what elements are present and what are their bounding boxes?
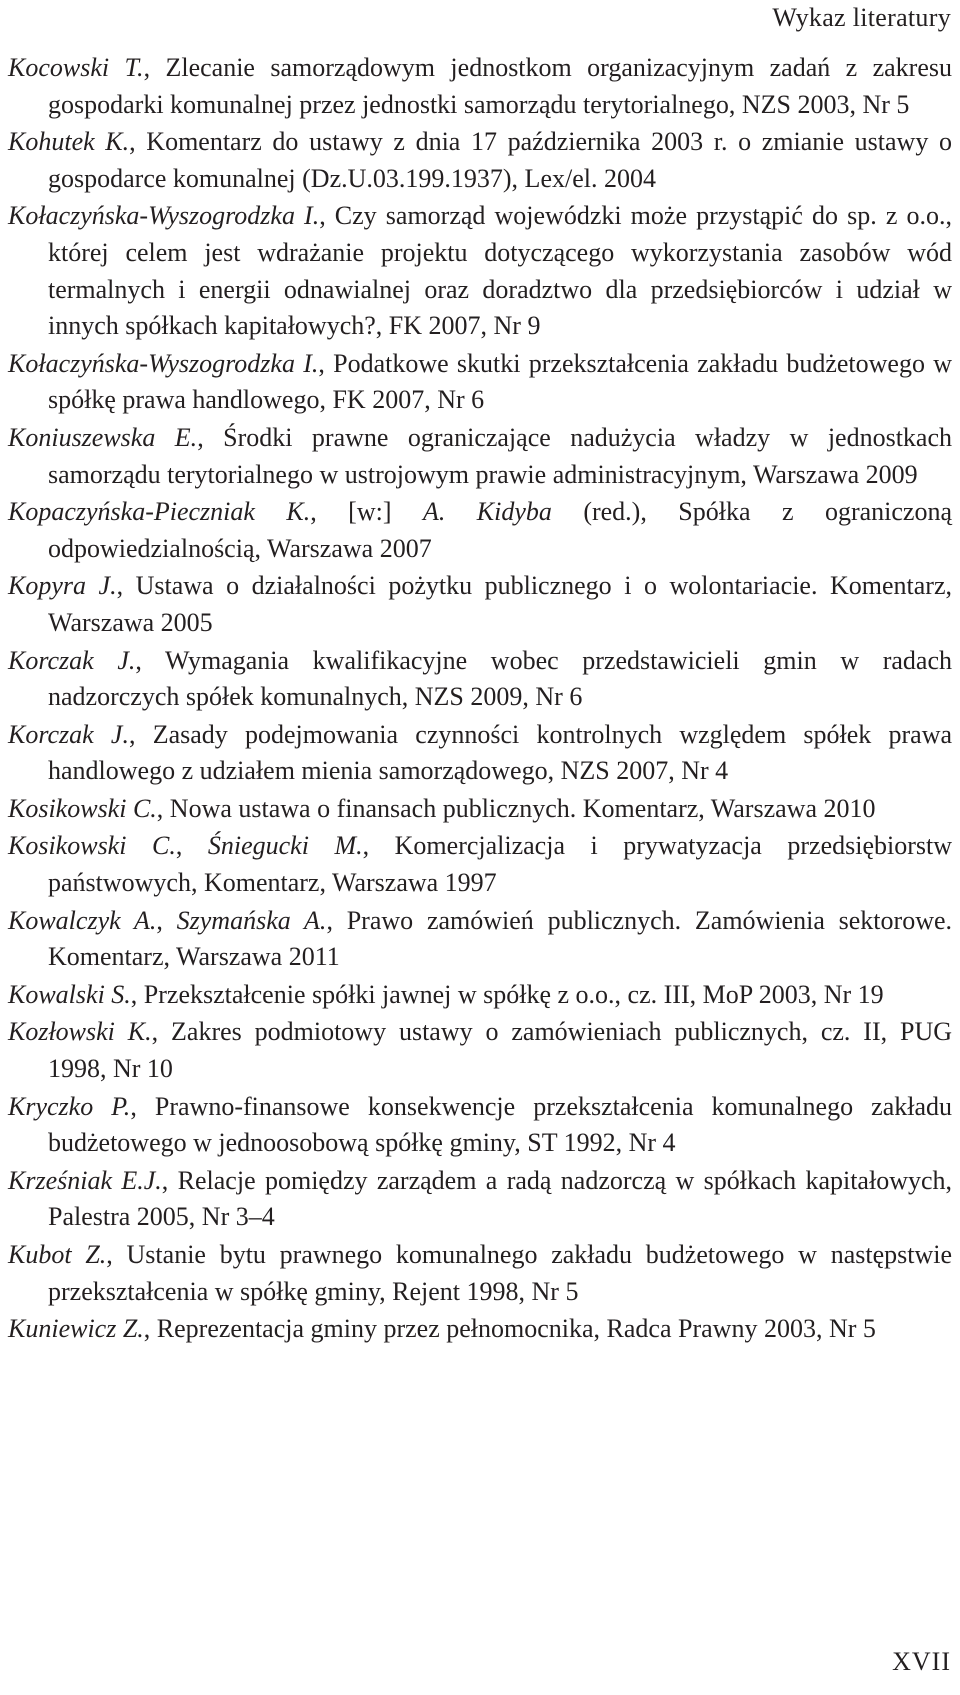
bibliography-entry bbox=[8, 124, 952, 197]
bibliography-entry bbox=[8, 1014, 952, 1087]
bibliography-entry bbox=[8, 828, 952, 901]
entry-text: , Relacje pomiędzy zarządem a radą nadzorczą w spółkach kapitałowych, Palestra 2005, Nr 3–4 bbox=[48, 1165, 953, 1232]
bibliography-entry bbox=[8, 494, 952, 567]
author-name: Kubot Z. bbox=[8, 1240, 107, 1269]
bibliography-entry bbox=[8, 717, 952, 790]
author-name: Korczak J. bbox=[8, 719, 129, 749]
entry-text: , Komentarz do ustawy z dnia 17 października 2003 r. o zmianie ustawy o gospodarce komunalnej (Dz.U.03.199.1937), Lex/el. 2004 bbox=[48, 127, 952, 193]
bibliography-entry bbox=[8, 903, 952, 976]
entry-text: , Ustanie bytu prawnego komunalnego zakładu budżetowego w następstwie przekształcenia w spółkę gminy, Rejent 1998, Nr 5 bbox=[48, 1240, 952, 1306]
author-name: Kosikowski C. bbox=[8, 793, 157, 823]
entry-text: , Wymagania kwalifikacyjne wobec przedstawicieli gmin w radach nadzorczych spółek komunalnych, NZS 2009, Nr 6 bbox=[48, 645, 953, 712]
author-name: Kołaczyńska-Wyszogrodzka I. bbox=[8, 201, 320, 231]
bibliography-entry bbox=[8, 1237, 952, 1310]
author-name: Kosikowski C. bbox=[8, 831, 176, 861]
author-name: A. Kidyba bbox=[422, 497, 552, 527]
author-name: Krześniak E.J. bbox=[8, 1165, 162, 1195]
author-name: Kowalski S. bbox=[8, 979, 131, 1009]
bibliography-entry bbox=[8, 198, 952, 344]
bibliography-list bbox=[8, 50, 952, 1349]
entry-text: , Zasady podejmowania czynności kontrolnych względem spółek prawa handlowego z udziałem mienia samorządowego, NZS 2007, Nr 4 bbox=[48, 719, 953, 786]
author-name: Korczak J. bbox=[8, 645, 136, 675]
author-name: Kozłowski K. bbox=[8, 1017, 152, 1047]
author-name: Kowalczyk A. bbox=[8, 905, 157, 935]
entry-text: , Zlecanie samorządowym jednostkom organizacyjnym zadań z zakresu gospodarki komunalnej przez jednostki samorządu terytorialnego, NZS 2003, Nr 5 bbox=[48, 53, 953, 119]
entry-text: , Przekształcenie spółki jawnej w spółkę z o.o., cz. III, MoP 2003, Nr 19 bbox=[130, 979, 884, 1009]
entry-text: , bbox=[156, 905, 177, 935]
author-name: Kryczko P. bbox=[8, 1091, 131, 1121]
entry-text: (red.), Spółka z ograniczoną odpowiedzialnością, Warszawa 2007 bbox=[48, 497, 952, 563]
entry-text: , Środki prawne ograniczające nadużycia władzy w jednostkach samorządu terytorialnego w ustrojowym prawie administracyjnym, Warszawa 2009 bbox=[48, 422, 952, 489]
bibliography-entry bbox=[8, 791, 952, 828]
entry-text: , Czy samorząd wojewódzki może przystąpić do sp. z o.o., której celem jest wdrażanie projektu dotyczącego wykorzystania zasobów wód termalnych i energii odnawialnej oraz doradztwo dla przedsiębiorców i udział w innych spółkach kapitałowych?, FK 2007, Nr 9 bbox=[48, 201, 952, 341]
bibliography-entry bbox=[8, 1311, 952, 1348]
bibliography-entry bbox=[8, 420, 952, 493]
bibliography-entry bbox=[8, 50, 952, 123]
bibliography-entry bbox=[8, 1163, 952, 1236]
author-name: Koniuszewska E. bbox=[8, 422, 198, 452]
bibliography-entry bbox=[8, 1089, 952, 1162]
bibliography-entry bbox=[8, 568, 952, 641]
entry-text: , [w:] bbox=[310, 497, 423, 527]
author-name: Śniegucki M. bbox=[207, 831, 363, 861]
entry-text: , Prawo zamówień publicznych. Zamówienia sektorowe. Komentarz, Warszawa 2011 bbox=[48, 905, 953, 972]
page-number: XVII bbox=[892, 1647, 951, 1676]
author-name: Kopaczyńska-Pieczniak K. bbox=[8, 497, 311, 527]
entry-text: , Podatkowe skutki przekształcenia zakładu budżetowego w spółkę prawa handlowego, FK 2007, Nr 6 bbox=[48, 348, 952, 415]
author-name: Kohutek K. bbox=[8, 127, 130, 157]
entry-text: , Ustawa o działalności pożytku publicznego i o wolontariacie. Komentarz, Warszawa 2005 bbox=[48, 571, 952, 637]
bibliography-entry bbox=[8, 643, 952, 716]
author-name: Szymańska A. bbox=[176, 905, 327, 935]
bibliography-entry bbox=[8, 977, 952, 1014]
bibliography-entry bbox=[8, 346, 952, 419]
entry-text: , Reprezentacja gminy przez pełnomocnika, Radca Prawny 2003, Nr 5 bbox=[143, 1314, 876, 1344]
entry-text: , bbox=[175, 831, 208, 861]
author-name: Kocowski T. bbox=[8, 53, 144, 82]
entry-text: , Zakres podmiotowy ustawy o zamówieniach publicznych, cz. II, PUG 1998, Nr 10 bbox=[48, 1017, 953, 1084]
author-name: Kołaczyńska-Wyszogrodzka I. bbox=[8, 348, 319, 378]
author-name: Kuniewicz Z. bbox=[8, 1314, 144, 1344]
running-header: Wykaz literatury bbox=[772, 3, 951, 32]
entry-text: , Prawno-finansowe konsekwencje przekształcenia komunalnego zakładu budżetowego w jednoosobową spółkę gminy, ST 1992, Nr 4 bbox=[48, 1091, 953, 1158]
entry-text: , Komercjalizacja i prywatyzacja przedsiębiorstw państwowych, Komentarz, Warszawa 1997 bbox=[48, 831, 952, 898]
author-name: Kopyra J. bbox=[8, 571, 117, 601]
entry-text: , Nowa ustawa o finansach publicznych. Komentarz, Warszawa 2010 bbox=[156, 793, 876, 823]
